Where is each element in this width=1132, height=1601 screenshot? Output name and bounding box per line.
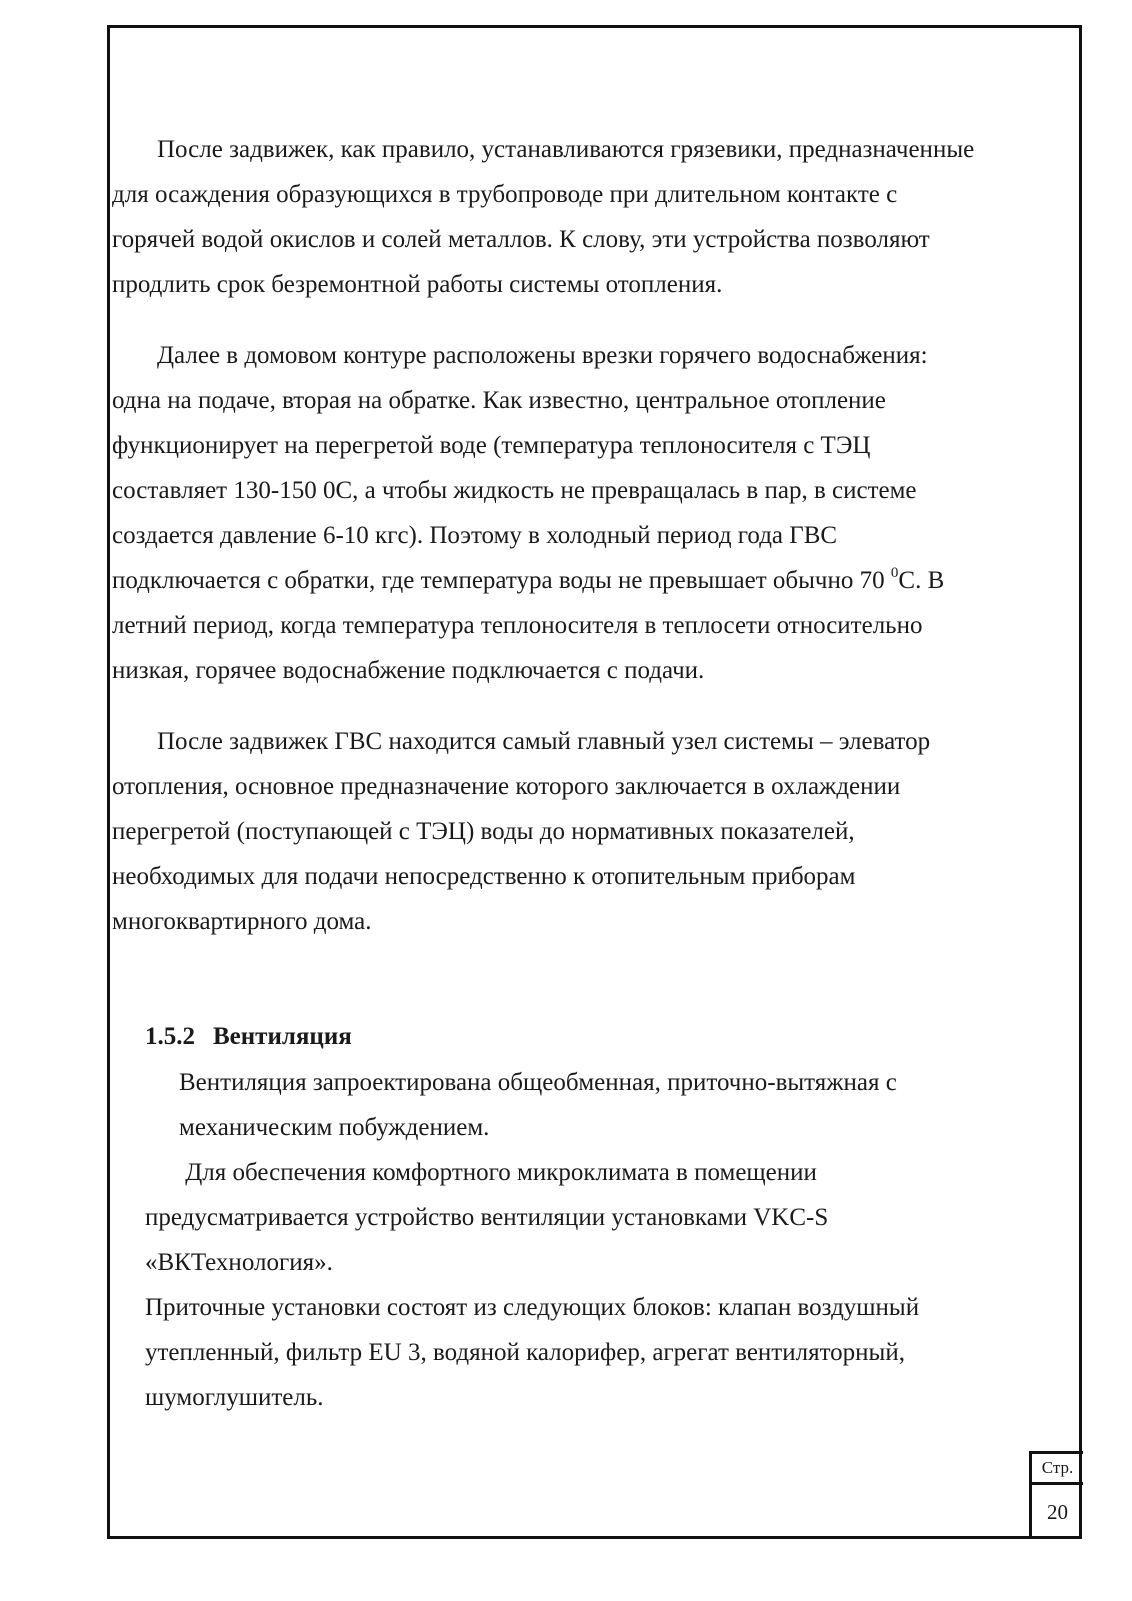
text-line: необходимых для подачи непосредственно к отопительным приборам xyxy=(112,863,856,890)
text-line: низкая, горячее водоснабжение подключается с подачи. xyxy=(112,657,705,684)
text-fragment: С. В xyxy=(898,567,945,594)
page-label: Стр. xyxy=(1032,1454,1083,1485)
text-line: продлить срок безремонтной работы системы отопления. xyxy=(112,271,723,298)
text-line: для осаждения образующихся в трубопроводе при длительном контакте с xyxy=(112,181,898,208)
section-title: Вентиляция xyxy=(213,1023,352,1050)
text-line: механическим побуждением. xyxy=(179,1114,490,1141)
text-line: горячей водой окислов и солей металлов. К слову, эти устройства позволяют xyxy=(112,226,930,253)
text-line: После задвижек, как правило, устанавливаются грязевики, предназначенные xyxy=(157,136,975,163)
page-number: 20 xyxy=(1047,1500,1068,1524)
text-line: составляет 130-150 0С, а чтобы жидкость не превращалась в пар, в системе xyxy=(112,477,917,504)
text-line: После задвижек ГВС находится самый главный узел системы – элеватор xyxy=(157,728,931,755)
text-line: функционирует на перегретой воде (температура теплоносителя с ТЭЦ xyxy=(112,432,871,459)
text-line: создается давление 6-10 кгс). Поэтому в холодный период года ГВС xyxy=(112,522,838,549)
section-heading xyxy=(145,1022,352,1052)
page-number-stamp xyxy=(1029,1451,1083,1539)
text-line: перегретой (поступающей с ТЭЦ) воды до нормативных показателей, xyxy=(112,818,855,845)
text-fragment: подключается с обратки, где температура воды не превышает обычно 70 xyxy=(112,567,891,594)
degree-superscript: 0 xyxy=(890,564,899,581)
text-line: отопления, основное предназначение которого заключается в охлаждении xyxy=(112,773,901,800)
text-line: Для обеспечения комфортного микроклимата в помещении xyxy=(179,1159,817,1186)
text-line: Приточные установки состоят из следующих блоков: клапан воздушный xyxy=(145,1294,920,1321)
section-number: 1.5.2 xyxy=(145,1023,195,1050)
text-line: предусматривается устройство вентиляции установками VKC-S xyxy=(145,1204,829,1231)
text-line: «ВКТехнология». xyxy=(145,1249,333,1276)
text-line: Далее в домовом контуре расположены врезки горячего водоснабжения: xyxy=(157,342,928,369)
text-line: утепленный, фильтр EU 3, водяной калорифер, агрегат вентиляторный, xyxy=(145,1339,905,1366)
text-line: одна на подаче, вторая на обратке. Как известно, центральное отопление xyxy=(112,387,886,414)
text-line: шумоглушитель. xyxy=(145,1384,324,1411)
text-line: многоквартирного дома. xyxy=(112,908,372,935)
text-line: летний период, когда температура теплоносителя в теплосети относительно xyxy=(112,612,923,639)
text-line: Вентиляция запроектирована общеобменная, приточно-вытяжная с xyxy=(179,1069,897,1096)
text-line xyxy=(112,566,944,596)
